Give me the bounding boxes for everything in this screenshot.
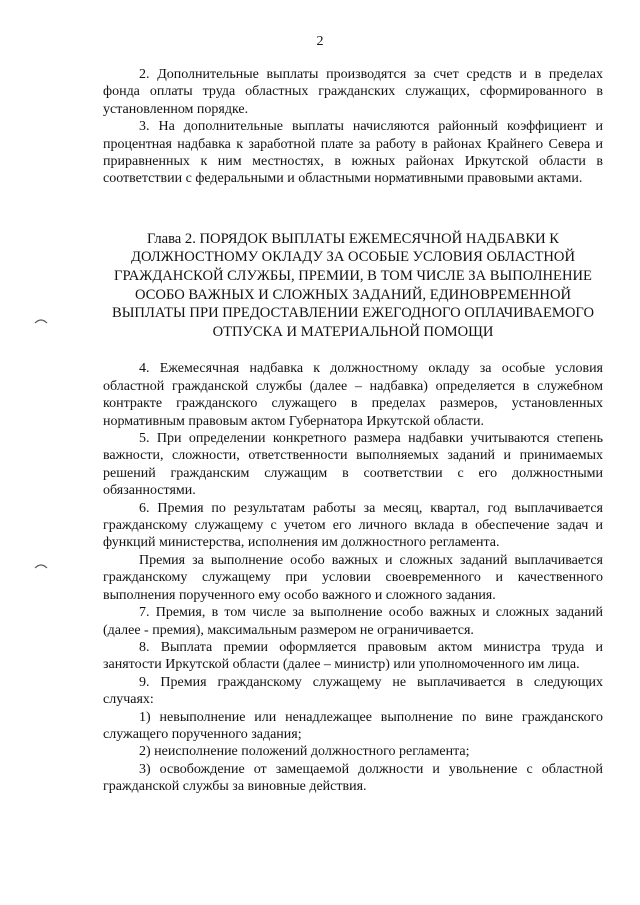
chapter-heading: Глава 2. ПОРЯДОК ВЫПЛАТЫ ЕЖЕМЕСЯЧНОЙ НАДБАВКИ К ДОЛЖНОСТНОМУ ОКЛАДУ ЗА ОСОБЫЕ УСЛОВИЯ ОБЛАСТНОЙ ГРАЖДАНСКОЙ СЛУЖБЫ, ПРЕМИИ, В ТОМ ЧИСЛЕ ЗА ВЫПОЛНЕНИЕ ОСОБО ВАЖНЫХ И СЛОЖНЫХ ЗАДАНИЙ, ЕДИНОВРЕМЕННОЙ ВЫПЛАТЫ ПРИ ПРЕДОСТАВЛЕНИИ ЕЖЕГОДНОГО ОПЛАЧИВАЕМОГО ОТПУСКА И МАТЕРИАЛЬНОЙ ПОМОЩИ [111,230,595,340]
document-body [103,66,603,796]
paragraph-7: 7. Премия, в том числе за выполнение особо важных и сложных заданий (далее - премия), максимальным размером не ограничивается. [103,605,603,638]
page-number: 2 [316,34,324,49]
paragraph-6-special-bonus: Премия за выполнение особо важных и сложных заданий выплачивается гражданскому служащему при условии своевременного и качественного выполнения порученного ему особо важного и сложного задания. [103,552,603,603]
list-item-1: 1) невыполнение или ненадлежащее выполнение по вине гражданского служащего порученного задания; [103,709,603,742]
paragraph-5: 5. При определении конкретного размера надбавки учитываются степень важности, сложности, ответственности выполняемых заданий и принимаемых решений гражданским служащим в соответствии с его должностными обязанностями. [103,431,603,499]
paragraph-3: 3. На дополнительные выплаты начисляются районный коэффициент и процентная надбавка к заработной плате за работу в районах Крайнего Севера и приравненных к ним местностях, в южных районах Иркутской области в соответствии с федеральными и областными нормативными правовыми актами. [103,119,603,187]
paragraph-9: 9. Премия гражданскому служащему не выплачивается в следующих случаях: [103,674,603,708]
list-item-2: 2) неисполнение положений должностного регламента; [139,744,470,760]
paragraph-6: 6. Премия по результатам работы за месяц, квартал, год выплачивается гражданскому служащему с учетом его личного вклада в обеспечение задач и функций министерства, исполнения им должностного регламента. [103,500,603,551]
paragraph-8: 8. Выплата премии оформляется правовым актом министра труда и занятости Иркутской области (далее – министр) или уполномоченного им лица. [103,639,603,673]
punch-hole-mark-lower [34,562,48,570]
paragraph-2: 2. Дополнительные выплаты производятся за счет средств и в пределах фонда оплаты труда областных гражданских служащих, сформированного в установленном порядке. [103,67,603,117]
paragraph-4: 4. Ежемесячная надбавка к должностному окладу за особые условия областной гражданской службы (далее – надбавка) определяется в служебном контракте гражданского служащего в пределах размеров, установленных нормативным правовым актом Губернатора Иркутской области. [103,361,603,429]
list-item-3: 3) освобождение от замещаемой должности и увольнение с областной гражданской службы за виновные действия. [103,761,603,795]
punch-hole-mark-upper [34,317,48,325]
